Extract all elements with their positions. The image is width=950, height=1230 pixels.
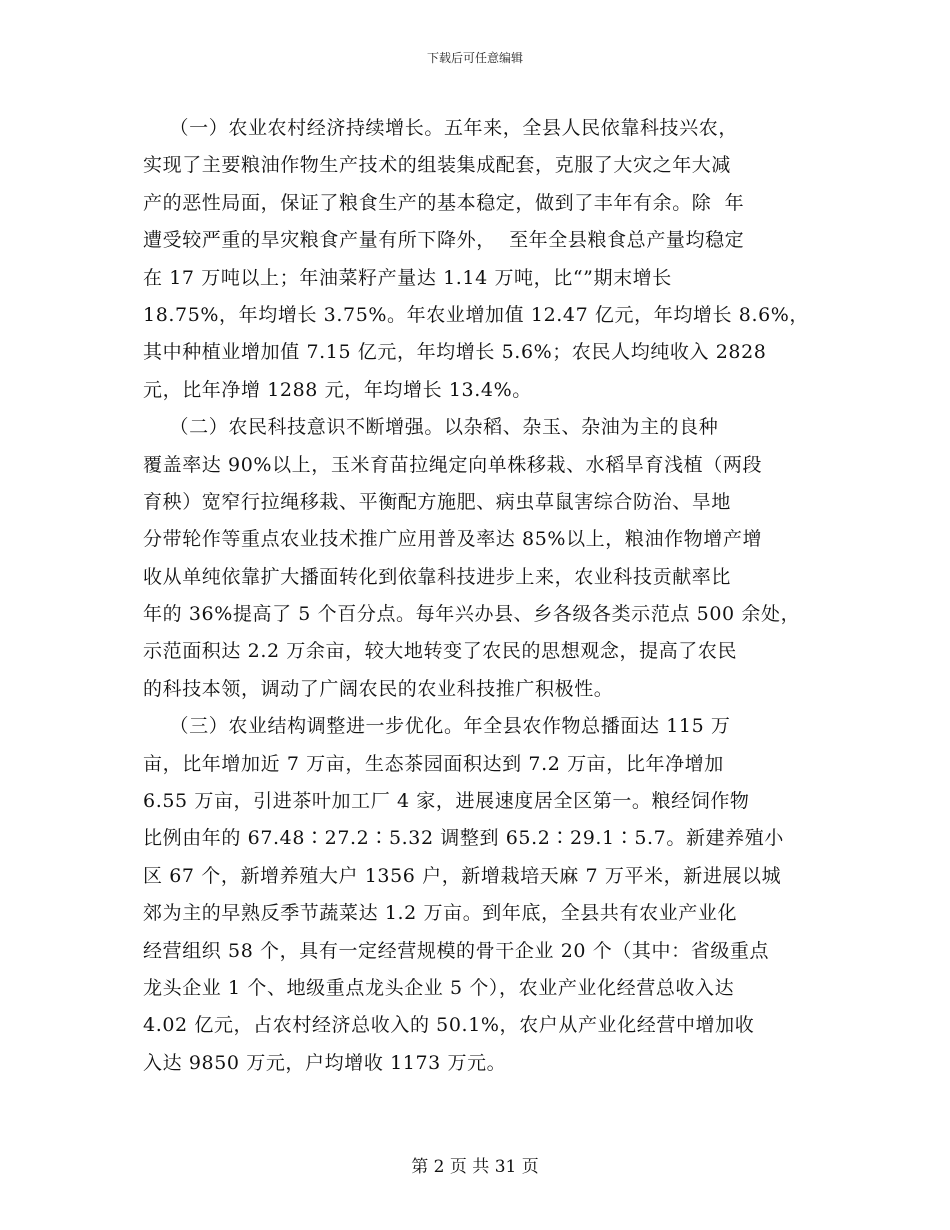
body-line: （二）农民科技意识不断增强。以杂稻、杂玉、杂油为主的良种: [143, 416, 719, 439]
body-line: 年的 36%提高了 5 个百分点。每年兴办县、乡各级各类示范点 500 余处，: [143, 603, 801, 626]
document-body: [143, 110, 823, 1082]
body-line: 其中种植业增加值 7.15 亿元，年均增长 5.6%；农民人均纯收入 2828: [143, 341, 767, 364]
body-line: （一）农业农村经济持续增长。五年来，全县人民依靠科技兴农，: [143, 117, 738, 139]
body-line: 产的恶性局面，保证了粮食生产的基本稳定，做到了丰年有余。除 年: [143, 191, 745, 214]
body-line: 比例由年的 67.48∶27.2∶5.32 调整到 65.2∶29.1∶5.7。新建养殖小: [143, 827, 784, 850]
body-line: 在 17 万吨以上；年油菜籽产量达 1.14 万吨，比“”期末增长: [143, 266, 672, 289]
body-line: 育秧）宽窄行拉绳移栽、平衡配方施肥、病虫草鼠害综合防治、旱地: [143, 490, 732, 513]
body-line: 区 67 个，新增养殖大户 1356 户，新增栽培天麻 7 万平米，新进展以城: [143, 864, 782, 887]
body-line: 的科技本领，调动了广阔农民的农业科技推广积极性。: [143, 677, 614, 700]
body-line: 元，比年净增 1288 元，年均增长 13.4%。: [143, 378, 532, 401]
body-line: 分带轮作等重点农业技术推广应用普及率达 85%以上，粮油作物增产增: [143, 528, 763, 551]
body-line: 龙头企业 1 个、地级重点龙头企业 5 个），农业产业化经营总收入达: [143, 976, 735, 999]
body-line: 18.75%，年均增长 3.75%。年农业增加值 12.47 亿元，年均增长 8.6%，: [143, 303, 810, 326]
body-line: 遭受较严重的旱灾粮食产量有所下降外， 至年全县粮食总产量均稳定: [143, 229, 745, 252]
body-line: 6.55 万亩，引进茶叶加工厂 4 家，进展速度居全区第一。粮经饲作物: [143, 790, 750, 813]
body-line: 示范面积达 2.2 万余亩，较大地转变了农民的思想观念，提高了农民: [143, 640, 738, 663]
body-line: 4.02 亿元，占农村经济总收入的 50.1%，农户从产业化经营中增加收: [143, 1014, 755, 1037]
body-line: （三）农业结构调整进一步优化。年全县农作物总播面达 115 万: [143, 715, 731, 738]
body-line: 实现了主要粮油作物生产技术的组装集成配套，克服了大灾之年大减: [143, 154, 732, 177]
page-header: 下载后可任意编辑: [426, 51, 523, 65]
body-line: 入达 9850 万元，户均增收 1173 万元。: [143, 1051, 507, 1074]
body-line: 经营组织 58 个，具有一定经营规模的骨干企业 20 个（其中：省级重点: [143, 939, 770, 962]
body-line: 收从单纯依靠扩大播面转化到依靠科技进步上来，农业科技贡献率比: [143, 565, 732, 588]
page-number-footer: 第 2 页 共 31 页: [411, 1157, 539, 1177]
body-line: 覆盖率达 90%以上，玉米育苗拉绳定向单株移栽、水稻旱育浅植（两段: [143, 453, 763, 476]
body-line: 亩，比年增加近 7 万亩，生态茶园面积达到 7.2 万亩，比年净增加: [143, 752, 724, 775]
body-line: 郊为主的早熟反季节蔬菜达 1.2 万亩。到年底，全县共有农业产业化: [143, 902, 738, 925]
